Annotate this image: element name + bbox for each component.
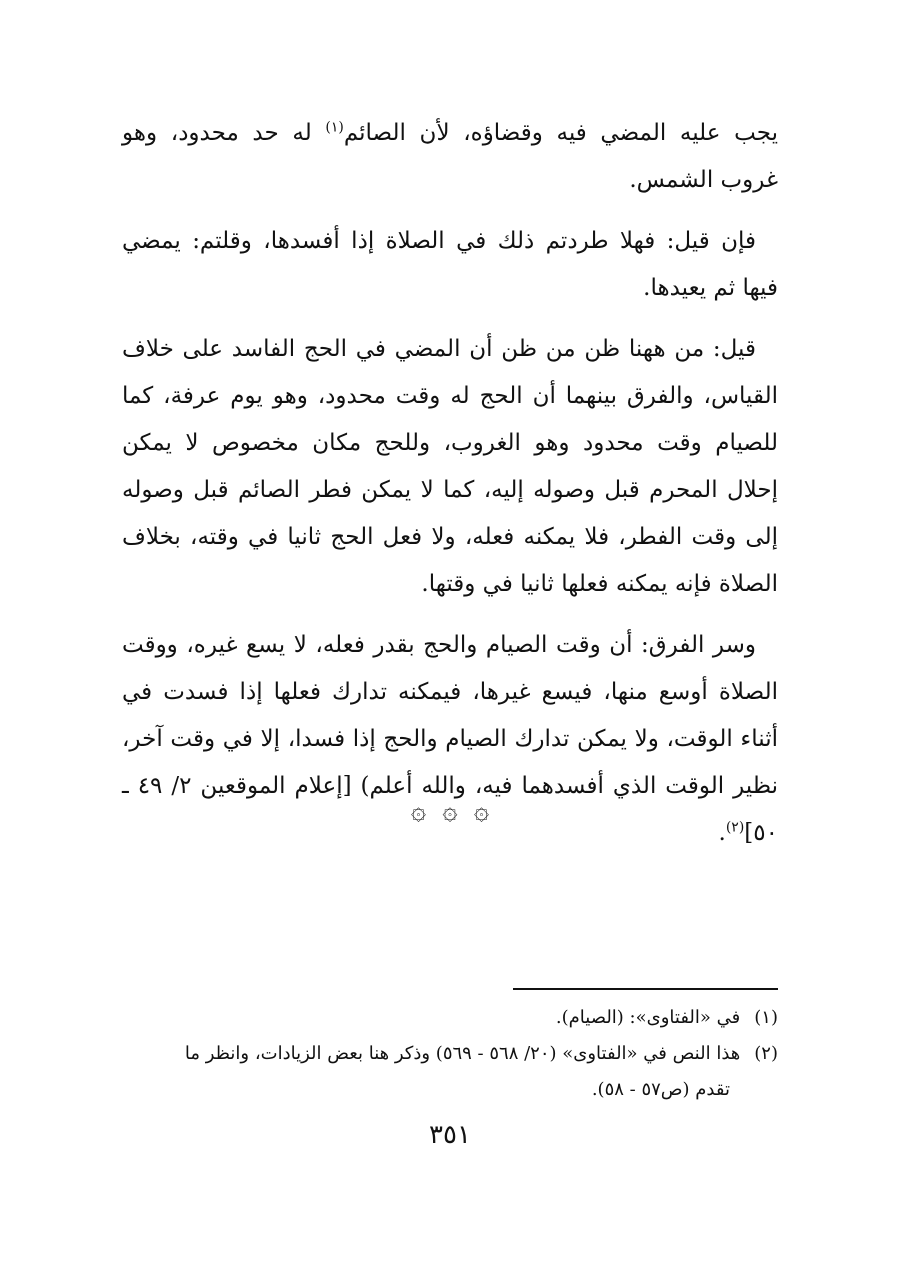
footnotes (122, 1000, 778, 1108)
footnote-text: هذا النص في «الفتاوى» (٢٠/ ٥٦٨ - ٥٦٩) وذكر هنا بعض الزيادات، وانظر ما (184, 1043, 741, 1064)
ornament-icon: ۞ (473, 796, 490, 826)
page-number: ٣٥١ (429, 1120, 471, 1150)
footnote-1 (122, 1000, 778, 1036)
paragraph-2: فإن قيل: فهلا طردتم ذلك في الصلاة إذا أفسدها، وقلتم: يمضي فيها ثم يعيدها. (122, 228, 778, 301)
paragraph-4-end: . (718, 820, 726, 846)
paragraph-3: قيل: من ههنا ظن من ظن أن المضي في الحج الفاسد على خلاف القياس، والفرق بينهما أن الحج له وقت محدود، وهو يوم عرفة، كما للصيام وقت محدود وهو الغروب، وللحج مكان مخصوص لا يمكن إحلال المحرم قبل وصوله إليه، كما لا يمكن فطر الصائم قبل وصوله إلى وقت الفطر، فلا يمكنه فعله، ولا فعل الحج ثانيا في وقته، بخلاف الصلاة فإنه يمكنه فعلها ثانيا في وقتها. (122, 336, 778, 597)
ornament-icon: ۞ (410, 796, 427, 826)
footnote-text: في «الفتاوى»: (الصيام). (555, 1007, 741, 1028)
footnote-number: (٢) (754, 1043, 778, 1064)
main-text (122, 110, 778, 871)
footnote-ref-2[interactable]: (٢) (725, 819, 745, 836)
ornament-icon: ۞ (442, 796, 458, 826)
footnote-2 (122, 1036, 778, 1072)
footnote-number: (١) (754, 1007, 778, 1028)
section-divider (0, 796, 900, 826)
footnote-rule (513, 988, 778, 990)
paragraph-1-text-rest: له حد محدود، وهو غروب الشمس. (122, 120, 778, 193)
footnote-ref-1[interactable]: (١) (325, 119, 344, 136)
footnote-2-continued: تقدم (ص٥٧ - ٥٨). (591, 1079, 730, 1100)
paragraph-1 (122, 110, 778, 204)
paragraph-1-text: يجب عليه المضي فيه وقضاؤه، لأن الصائم (343, 120, 778, 146)
paragraph-4-text: وسر الفرق: أن وقت الصيام والحج بقدر فعله، لا يسع غيره، ووقت الصلاة أوسع منها، فيسع غيرها، فيمكنه تدارك فعلها إذا فسدت في أثناء الوقت، ولا يمكن تدارك الصيام والحج إذا فسدا، إلا في وقت آخر، نظير الوقت الذي أفسدهما فيه، والله أعلم) [إعلام الموقعين ٢/ ٤٩ ـ ٥٠] (122, 632, 778, 846)
